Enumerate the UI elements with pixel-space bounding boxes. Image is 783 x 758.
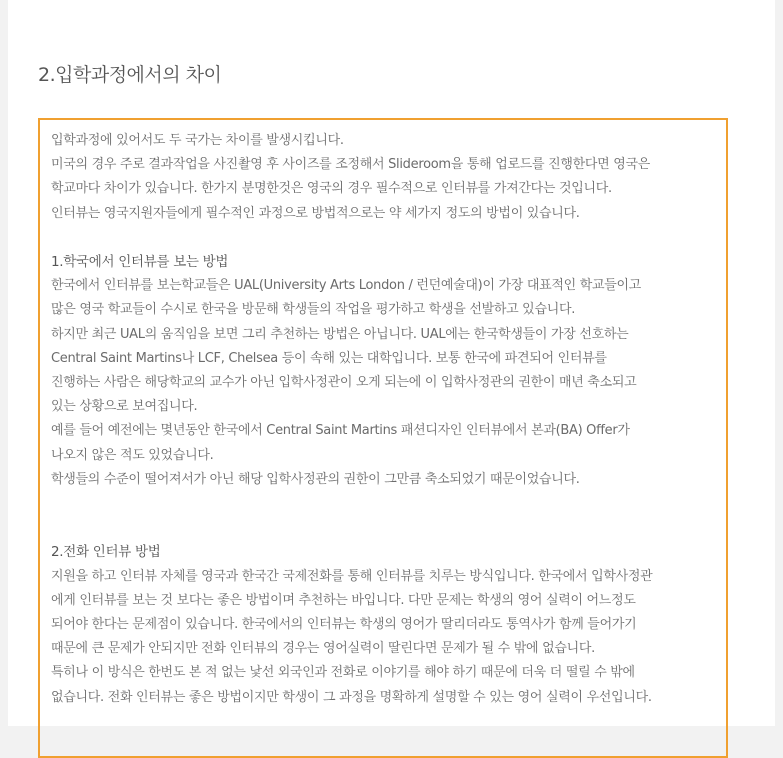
intro-line: 미국의 경우 주로 결과작업을 사진촬영 후 사이즈를 조정해서 Slideroom을 통해 업로드를 진행한다면 영국은	[51, 157, 650, 173]
method1-heading: 1.학국에서 인터뷰를 보는 방법	[51, 254, 229, 270]
method2-heading: 2.전화 인터뷰 방법	[51, 544, 161, 561]
method1-line: 있는 상황으로 보여집니다.	[51, 399, 198, 415]
content-body	[51, 129, 723, 710]
section-title: 2.입학과정에서의 차이	[38, 64, 222, 86]
intro-line: 인터뷰는 영국지원자들에게 필수적인 과정으로 방법적으로는 약 세가지 정도의 방법이 있습니다.	[51, 205, 580, 221]
paragraph-spacer	[51, 226, 723, 250]
method2-line: 지원을 하고 인터뷰 자체를 영국과 한국간 국제전화를 통해 인터뷰를 치루는 방식입니다. 한국에서 입학사정관	[51, 568, 653, 584]
intro-line: 입학과정에 있어서도 두 국가는 차이를 발생시킵니다.	[51, 133, 344, 148]
method2-line: 없습니다. 전화 인터뷰는 좋은 방법이지만 학생이 그 과정을 명확하게 설명할 수 있는 영어 실력이 우선입니다.	[51, 689, 652, 705]
intro-line: 학교마다 차이가 있습니다. 한가지 분명한것은 영국의 경우 필수적으로 인터뷰를 가져간다는 것입니다.	[51, 181, 612, 197]
method1-line: 진행하는 사람은 해당학교의 교수가 아닌 입학사정관이 오게 되는에 이 입학사정관의 권한이 매년 축소되고	[51, 375, 637, 391]
method1-line: Central Saint Martins나 LCF, Chelsea 등이 속해 있는 대학입니다. 보통 한국에 파견되어 인터뷰를	[51, 350, 607, 366]
method1-line: 학생들의 수준이 떨어져서가 아닌 해당 입학사정관의 권한이 그만큼 축소되었기 때문이었습니다.	[51, 471, 580, 487]
method1-line: 한국에서 인터뷰를 보는학교들은 UAL(University Arts London / 런던예술대)이 가장 대표적인 학교들이고	[51, 278, 642, 294]
method2-line: 때문에 큰 문제가 안되지만 전화 인터뷰의 경우는 영어실력이 딸린다면 문제가 될 수 밖에 없습니다.	[51, 641, 595, 657]
paragraph-spacer	[51, 492, 723, 540]
method1-line: 하지만 최근 UAL의 움직임을 보면 그리 추천하는 방법은 아닙니다. UAL에는 한국학생들이 가장 선호하는	[51, 326, 629, 342]
method1-line: 예를 들어 예전에는 몇년동안 한국에서 Central Saint Martins 패션디자인 인터뷰에서 본과(BA) Offer가	[51, 423, 630, 439]
method1-line: 나오지 않은 적도 있었습니다.	[51, 447, 214, 463]
method2-line: 에게 인터뷰를 보는 것 보다는 좋은 방법이며 추천하는 바입니다. 다만 문제는 학생의 영어 실력이 어느정도	[51, 592, 636, 608]
method2-line: 되어야 한다는 문제점이 있습니다. 한국에서의 인터뷰는 학생의 영어가 딸리더라도 통역사가 함께 들어가기	[51, 617, 637, 633]
method2-line: 특히나 이 방식은 한번도 본 적 없는 낯선 외국인과 전화로 이야기를 해야 하기 때문에 더욱 더 떨릴 수 밖에	[51, 665, 635, 681]
method1-line: 많은 영국 학교들이 수시로 한국을 방문해 학생들의 작업을 평가하고 학생을 선발하고 있습니다.	[51, 302, 576, 318]
